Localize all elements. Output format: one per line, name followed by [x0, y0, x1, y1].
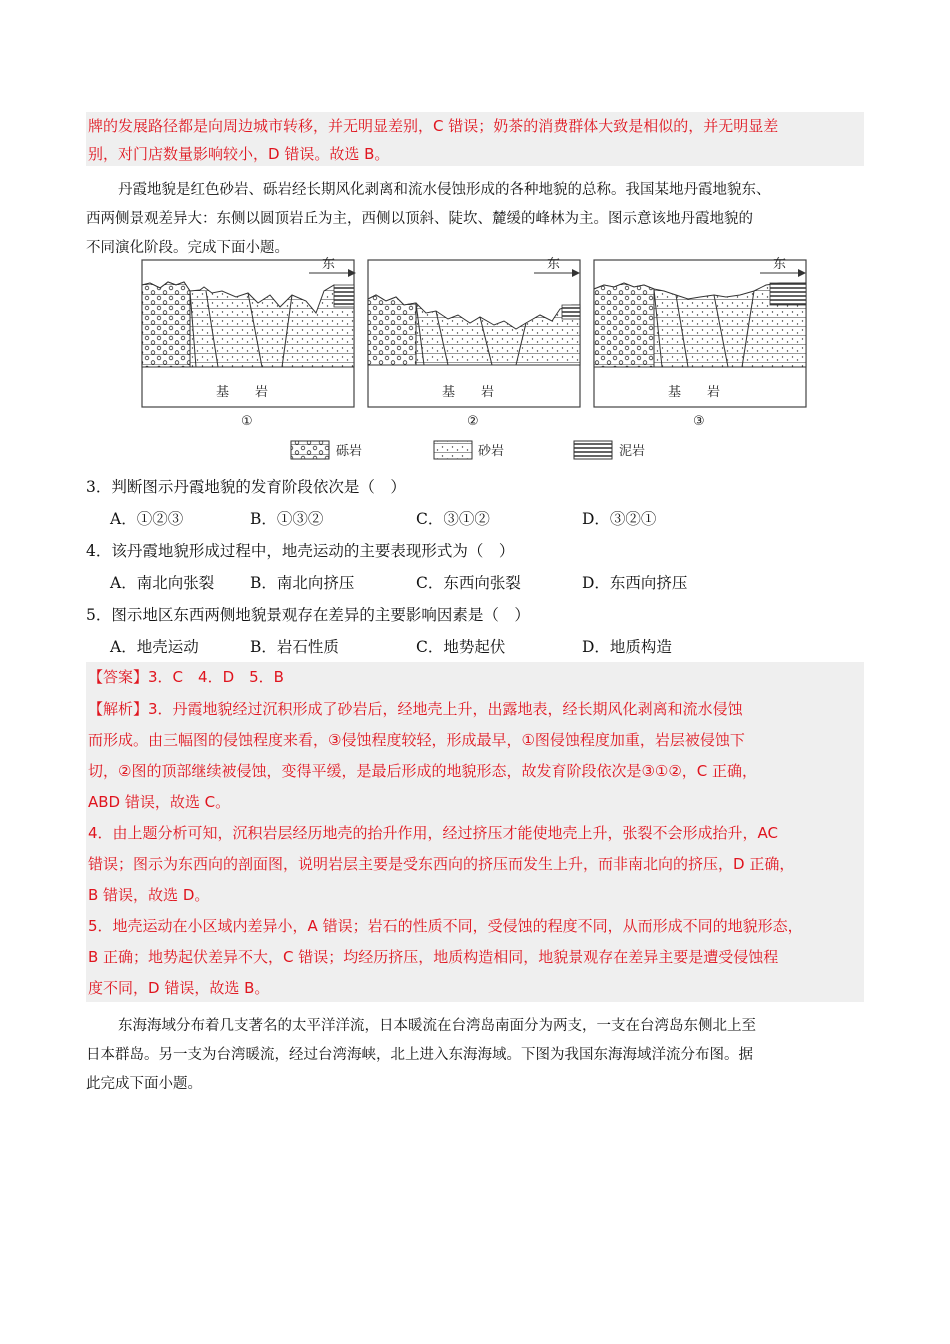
q5-option-b: B．岩石性质	[250, 638, 339, 656]
q3-option-b: B．①③②	[250, 510, 324, 528]
panel-label-2: ②	[467, 414, 479, 429]
east-label-1: 东	[322, 257, 336, 272]
q4-option-a: A．南北向张裂	[110, 574, 215, 592]
analysis-line-5: 4．由上题分析可知，沉积岩层经历地壳的抬升作用，经过挤压才能使地壳上升，张裂不会形成抬升，AC	[88, 824, 779, 842]
panel-3	[594, 257, 806, 429]
prev-answer-block	[86, 112, 864, 166]
bedrock-label-2: 基 岩	[442, 385, 495, 400]
answer-text: 3．C 4．D 5．B	[148, 668, 284, 686]
q3-option-c: C．③①②	[416, 510, 490, 528]
legend-conglomerate: 砾岩	[336, 444, 363, 459]
danxia-landform-figure	[0, 255, 950, 465]
next-intro-line-3: 此完成下面小题。	[86, 1076, 202, 1092]
analysis-line-1	[88, 698, 743, 719]
q5-option-a: A．地壳运动	[110, 638, 199, 656]
q3-option-a: A．①②③	[110, 510, 184, 528]
analysis-line-3: 切，②图的顶部继续被侵蚀，变得平缓，是最后形成的地貌形态，故发育阶段依次是③①②，C 正确，	[88, 762, 758, 780]
next-intro-line-1: 东海海域分布着几支著名的太平洋洋流，日本暖流在台湾岛南面分为两支，一支在台湾岛东侧北上至	[118, 1018, 756, 1034]
intro-line-1: 丹霞地貌是红色砂岩、砾岩经长期风化剥离和流水侵蚀形成的各种地貌的总称。我国某地丹霞地貌东、	[118, 182, 771, 198]
q4-option-b: B．南北向挤压	[250, 574, 355, 592]
next-intro-line-2: 日本群岛。另一支为台湾暖流，经过台湾海峡，北上进入东海海域。下图为我国东海海域洋流分布图。据	[86, 1047, 753, 1063]
q4-option-c: C．东西向张裂	[416, 574, 521, 592]
analysis-line-6: 错误；图示为东西向的剖面图，说明岩层主要是受东西向的挤压而发生上升，而非南北向的挤压，D 正确，	[88, 855, 795, 873]
question-5: 5．图示地区东西两侧地貌景观存在差异的主要影响因素是（ ）	[86, 606, 530, 624]
bedrock-label-3: 基 岩	[668, 385, 721, 400]
panel-2	[368, 257, 580, 429]
panel-label-1: ①	[241, 414, 253, 429]
prev-answer-line-1: 牌的发展路径都是向周边城市转移，并无明显差别，C 错误；奶茶的消费群体大致是相似的，并无明显差	[88, 117, 779, 135]
legend-sandstone: 砂岩	[478, 444, 505, 459]
q5-option-c: C．地势起伏	[416, 638, 506, 656]
analysis-text-1: 3．丹霞地貌经过沉积形成了砂岩后，经地壳上升，出露地表，经长期风化剥离和流水侵蚀	[148, 700, 743, 718]
analysis-line-7: B 错误，故选 D。	[88, 886, 210, 904]
question-4: 4．该丹霞地貌形成过程中，地壳运动的主要表现形式为（ ）	[86, 542, 515, 560]
legend-mudstone: 泥岩	[619, 444, 646, 459]
panel-1	[142, 257, 356, 429]
q4-option-d: D．东西向挤压	[582, 574, 688, 592]
analysis-line-9: B 正确；地势起伏差异不大，C 错误；均经历挤压，地质构造相同，地貌景观存在差异主要是遭受侵蚀程	[88, 948, 779, 966]
intro-line-2: 西两侧景观差异大：东侧以圆顶岩丘为主，西侧以顶斜、陡坎、麓缓的峰林为主。图示意该地丹霞地貌的	[86, 211, 753, 227]
analysis-line-2: 而形成。由三幅图的侵蚀程度来看，③侵蚀程度较轻，形成最早，①图侵蚀程度加重，岩层被侵蚀下	[88, 731, 745, 749]
panel-label-3: ③	[693, 414, 705, 429]
analysis-line-10: 度不同，D 错误，故选 B。	[88, 979, 270, 997]
analysis-label: 【解析】	[88, 700, 149, 718]
analysis-line-8: 5．地壳运动在小区域内差异小，A 错误；岩石的性质不同，受侵蚀的程度不同，从而形成不同的地貌形态，	[88, 917, 803, 935]
q5-option-d: D．地质构造	[582, 638, 672, 656]
analysis-line-4: ABD 错误，故选 C。	[88, 793, 231, 811]
question-3: 3．判断图示丹霞地貌的发育阶段依次是（ ）	[86, 478, 406, 496]
intro-line-3: 不同演化阶段。完成下面小题。	[86, 240, 289, 256]
bedrock-label-1: 基 岩	[216, 385, 269, 400]
east-label-2: 东	[547, 257, 561, 272]
east-label-3: 东	[773, 257, 787, 272]
answer-line	[88, 666, 284, 687]
q3-option-d: D．③②①	[582, 510, 657, 528]
prev-answer-line-2: 别，对门店数量影响较小，D 错误。故选 B。	[88, 145, 390, 163]
answer-label: 【答案】	[88, 668, 149, 686]
legend	[291, 441, 645, 459]
answer-analysis-block	[86, 662, 864, 1002]
